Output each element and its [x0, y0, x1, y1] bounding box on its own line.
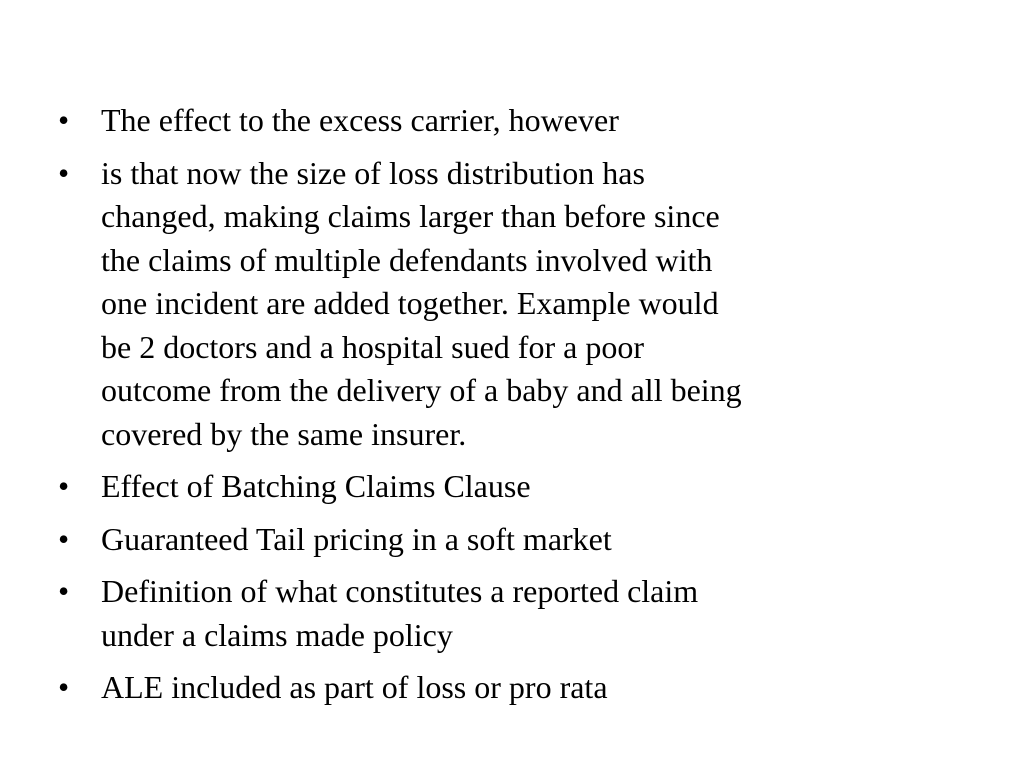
bullet-item — [58, 465, 958, 509]
bullet-text: Effect of Batching Claims Clause — [101, 468, 531, 504]
bullet-text: Definition of what constitutes a reported claim under a claims made policy — [101, 573, 699, 653]
bullet-icon: • — [58, 669, 70, 705]
bullet-list — [58, 99, 958, 719]
bullet-icon: • — [58, 468, 70, 504]
bullet-item — [58, 666, 958, 710]
bullet-icon: • — [58, 520, 70, 557]
bullet-icon: • — [58, 102, 70, 138]
bullet-icon: • — [58, 573, 70, 609]
bullet-item — [58, 152, 958, 457]
bullet-item — [58, 570, 958, 657]
bullet-text: ALE included as part of loss or pro rata — [101, 669, 608, 705]
bullet-text: is that now the size of loss distribution has changed, making claims larger than before since the claims of multiple defendants involved with one incident are added together. Example would be 2 doctors and a hospital sued for a poor outcome from the delivery of a baby and all being covered by the same insurer. — [101, 154, 742, 452]
bullet-text: Guaranteed Tail pricing in a soft market — [101, 520, 612, 557]
bullet-icon: • — [58, 154, 70, 191]
bullet-item — [58, 99, 958, 143]
bullet-text: The effect to the excess carrier, however — [101, 102, 619, 138]
bullet-item — [58, 518, 958, 562]
